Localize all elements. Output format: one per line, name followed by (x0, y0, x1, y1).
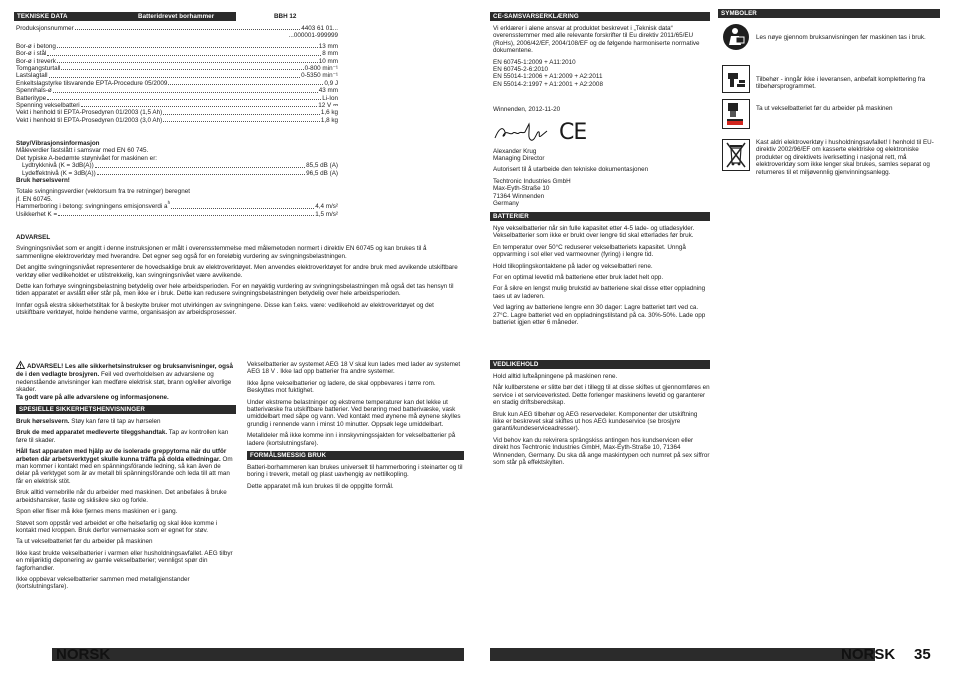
battery-paragraph: For å sikre en lengst mulig brukstid av batteriene skal disse etter oppladning taes ut av laderen. (493, 285, 706, 300)
intended-use-header: FORMÅLSMESSIG BRUK (247, 451, 464, 460)
symbols-section (718, 9, 940, 176)
read-manual-icon (722, 23, 750, 53)
safety-item-3: Håll fast apparaten med hjälp av de isolerade greppytorna när du utför arbeten där arbetsverktyget skulle kunna träffa på dolda elledningar. Om man kommer i kontakt med en spänningsförande ledning, så kan även de delar på verktyget som är av metall bli spänningsförande och leda till att man får en elektrisk stöt. (16, 448, 233, 485)
left-col-2 (247, 361, 464, 494)
battery-paragraph: Hold tilkoplingskontaktene på lader og vekselbatteri rene. (493, 262, 653, 270)
ce-company-line: 71364 Winnenden (493, 192, 545, 200)
spec-row: Enkeltslagstyrke tilsvarende EPTA-Procedure 05/2009 0,9 J (16, 79, 338, 87)
right-language-label: NORSK (841, 646, 896, 663)
intended-use-1: Batteri-borhammeren kan brukes universelt til hammerboring i steinarter og til boring i treverk, metall og plast uavhengig av nettilkopling. (247, 464, 463, 479)
general-warning: ADVARSEL! Les alle sikkerhetsinstrukser og bruksanvisninger, også de i den vedlagte brosjyren. Feil ved overholdelsen av advarslene og nedenstående anvisninger kan medføre elektrisk støt, brann og/eller alvorlige skader. Ta godt vare på alle advarslene og informasjonene. (16, 363, 234, 401)
symbol-text-1: Les nøye gjennom bruksanvisningen før maskinen tas i bruk. (756, 34, 926, 41)
vib-line-2: jf. EN 60745. (16, 195, 53, 203)
ce-company-line: Germany (493, 200, 519, 208)
noise-line-1: Måleverdier fastslått i samsvar med EN 60 745. (16, 147, 149, 155)
vib-line-1: Totale svingningsverdier (vektorsum fra tre retninger) beregnet (16, 188, 190, 196)
ce-company-address (493, 178, 710, 208)
warning-paragraphs (16, 245, 462, 316)
warning-title: ADVARSEL (16, 234, 51, 241)
model-label: BBH 12 (274, 13, 297, 20)
ce-norm: EN 60745-2-6:2010 (493, 66, 548, 74)
symbol-text-3: Ta ut vekselbatteriet før du arbeider på maskinen (756, 105, 893, 112)
vibration-row: Hammerboring i betong: svingningens emisjonsverdi a h 4,4 m/s² (16, 200, 338, 211)
spec-list (16, 43, 338, 124)
battery-note-3: Under ekstreme belastninger og ekstreme temperaturer kan det lekke ut batterivæske fra utskiftbare batterier. Ved berøring med batterivæske, vask umiddelbart med såpe og vann. Ved kontakt med øynene må øynene skylles grundig i rennende vann i minst 10 minutter. Oppsøk lege umiddelbart. (247, 398, 461, 428)
noise-section (16, 140, 338, 218)
ce-norm: EN 55014-2:1997 + A1:2001 + A2:2008 (493, 80, 603, 88)
ce-declaration: Vi erklærer i alene ansvar at produktet beskrevet i „Teknisk data“ overensstemmer med alle relevante forskrifter til Eu direktiv 2011/65/EU (RoHs), 2006/42/EF, 2004/108/EF og de følgende harmoniserte normative dokumentene. (493, 25, 700, 55)
vib-list (16, 200, 338, 218)
ce-authorized: Autorisert til å utarbeide den tekniske dokumentasjonen (493, 166, 649, 174)
maintenance-paragraph: Når kullbørstene er slitte bør det i tillegg til at disse skiftes ut gjennomføres en service i et serviceverksted. Dette forlenger maskinens levetid og garanterer en stadig driftsberedskap. (493, 384, 710, 407)
ce-company-line: Techtronic Industries GmbH (493, 177, 571, 185)
warning-paragraph: Dette kan forhøye svingningsbelastning betydelig over hele arbeidsperioden. For en nøyaktig vurdering av svingningsbelastningen må også det tas hensyn til tiden apparatet er avslått eller står på, men ikke er i bruk. Dette kan redusere svingningsbelastningen betydelig over hele arbeidsperioden. (16, 283, 454, 298)
safety-item-8: Ikke kast brukte vekselbatterier i varmen eller husholdningsavfallet. AEG tilbyr en miljøriktig deponering av gamle vekselbatterier; vennligst spør din fagforhandler. (16, 549, 233, 572)
ce-header: CE-SAMSVARSERKLÆRING (490, 12, 710, 21)
battery-note-1: Vekselbatterier av systemet AEG 18 V skal kun lades med lader av systemet AEG 18 V . Ikke lad opp batterier fra andre systemer. (247, 361, 461, 376)
serial-range: ...000001-999999 (288, 32, 338, 40)
noise-list (16, 162, 338, 177)
ce-mark-icon: CE (559, 119, 587, 145)
battery-paragraph: Nye vekselbatterier når sin fulle kapasitet etter 4-5 lade- og utladesykler. Vekselbatterier som ikke er brukt over lengre tid skal etterlades før bruk. (493, 225, 695, 240)
safety-item-7: Ta ut vekselbatteriet før du arbeider på maskinen (16, 538, 153, 546)
spec-row: Spenning vekselbatteri 12 V ⎓ (16, 102, 338, 110)
safety-item-6: Støvet som oppstår ved arbeidet er ofte helsefarlig og skal ikke komme i kontakt med kroppen. Bruk derfor vernemaske som er egnet for støv. (16, 519, 218, 534)
symbol-text-4: Kast aldri elektroverktøy i husholdningsavfallet! I henhold til EU-direktiv 2002/96/EF om kasserte elektriske og elektroniske produkter og direktivets iverksetting i nasjonal rett, må elektroverktøy som ikke lenger skal brukes, samles separat og returneres til et miljøvennlig gjenvinningsanlegg. (756, 139, 934, 176)
noise-row: Lydtrykknivå (K = 3dB(A)) 85,5 dB (A) (22, 162, 338, 170)
spec-row: Batteritype Li-Ion (16, 94, 338, 102)
warning-paragraph: Det angitte svingningsnivået representerer de hovedsaklige bruk av elektroverktøyet. Men anvendes elektroverktøyet for andre bruk med avvikende utskiftbare verktøy eller vedlikeholdet er utilstrekkelig, kan svingningsnivået være avvikende. (16, 264, 458, 279)
ce-signatory-name: Alexander Krug (493, 147, 537, 155)
spec-row: Tomgangsturtall 0-800 min⁻¹ (16, 65, 338, 73)
hearing-notice: Bruk hørselsvern! (16, 177, 70, 185)
spec-row: Spennhals-ø 43 mm (16, 87, 338, 95)
tech-specs (16, 25, 338, 124)
safety-item-5: Spon eller fliser må ikke fjernes mens maskinen er i gang. (16, 508, 178, 516)
intended-use-2: Dette apparatet må kun brukes til de oppgitte formål. (247, 482, 394, 490)
safety-header: SPESIELLE SIKKERHETSHENVISNINGER (16, 405, 236, 414)
noise-line-2: Det typiske A-bedømte støynivået for maskinen er: (16, 154, 158, 162)
maintenance-header: VEDLIKEHOLD (490, 360, 710, 369)
spec-row: Lastslagtall 0-5350 min⁻¹ (16, 72, 338, 80)
battery-header: BATTERIER (490, 212, 710, 221)
battery-note-4: Metalldeler må ikke komme inn i innskyvningssjakten for vekselbatterier på ladere (kortslutningsfare). (247, 432, 456, 447)
safety-item-2: Bruk de med apparatet medleverte tileggshandtak. Tap av kontrollen kan føre til skader. (16, 429, 229, 444)
tech-data-header (14, 12, 236, 21)
tech-data-subtitle: Batteridrevet borhammer (138, 13, 215, 20)
symbols-header: SYMBOLER (718, 9, 940, 18)
noise-row: Lydeffektnivå (K = 3dB(A)) 96,5 dB (A) (22, 169, 338, 177)
safety-item-1: Bruk hørselsvern. Støy kan føre til tap av hørselen (16, 418, 161, 426)
maintenance-paragraph: Hold alltid lufteåpningene på maskinen rene. (493, 373, 618, 380)
ce-section (490, 12, 710, 208)
battery-paragraph: En temperatur over 50°C reduserer vekselbatteriets kapasitet. Unngå oppvarming i sol eller ved varmeovner (fyring) i lengre tid. (493, 243, 686, 259)
noise-title: Støy/Vibrasjonsinformasjon (16, 140, 100, 147)
right-page (477, 0, 954, 677)
maintenance-section (490, 360, 710, 470)
battery-note-2: Ikke åpne vekselbatterier og ladere, de skal oppbevares i tørre rom. Beskyttes mot fuktighet. (247, 379, 436, 395)
spec-row: Vekt i henhold til EPTA-Prosedyren 01/2003 (3,0 Ah) 1,8 kg (16, 116, 338, 124)
left-col-1 (16, 361, 236, 595)
ce-place-date: Winnenden, 2012-11-20 (493, 106, 561, 114)
accessory-icon (722, 65, 750, 95)
right-page-number: 35 (914, 646, 931, 663)
symbol-text-2: Tilbehør - inngår ikke i leveransen, anbefalt komplettering fra tilbehørsprogrammet. (756, 76, 926, 91)
maintenance-paragraphs (490, 373, 710, 466)
warning-triangle-icon (16, 361, 25, 371)
serial-row: Produksjonsnummer 4403 61 01... (16, 25, 338, 32)
spec-row: Vekt i henhold til EPTA-Prosedyren 01/2003 (1,5 Ah) 1,6 kg (16, 109, 338, 117)
spec-row: Bor-ø i stål 8 mm (16, 50, 338, 58)
spec-row: Bor-ø i betong 13 mm (16, 42, 338, 50)
maintenance-paragraph: Bruk kun AEG tilbehør og AEG reservedeler. Komponenter der utskiftning ikke er beskrevet skal skiftes ut hos AEG kundeservice (se brosjyre garanti/kundeserviceadresser). (493, 410, 698, 433)
battery-paragraph: Ved lagring av batteriene lengre enn 30 dager: Lagre batteriet tørt ved ca. 27°C. Lagre batteriet ved en oppladningstilstand på ca. 30%-50%. Lade opp batteriet igjen etter 6 måneder. (493, 304, 706, 327)
ce-norm: EN 55014-1:2006 + A1:2009 + A2:2011 (493, 73, 603, 81)
tech-data-title: TEKNISKE DATA (17, 13, 68, 20)
maintenance-paragraph: Vid behov kan du rekvirera sprängskiss antingen hos kundservicen eller direkt hos Techtronic Industries GmbH, Max-Eyth-Straße 10, 71364 Winnenden, Germany. Du ska då ange maskintypen och numret på sex siffror som står på effektskylten. (493, 436, 710, 467)
ce-norms (493, 59, 710, 89)
remove-battery-icon (722, 99, 750, 131)
signature-icon (493, 122, 549, 144)
safety-item-4: Bruk alltid vernebrille når du arbeider med maskinen. Det anbefales å bruke arbeidshansker, faste og sklisikre sko og forkle. (16, 489, 227, 504)
warning-paragraph: Svingningsnivået som er angitt i denne instruksjonen er målt i overensstemmelse med målemetoden normert i direktiv EN 60745 og kan brukes til å sammenligne elektroverktøy med hverandre. Det egner seg også for en foreløbig vurdering av svingningsbelastningen. (16, 245, 427, 260)
battery-paragraph: For en optimal levetid må batteriene etter bruk ladet helt opp. (493, 274, 664, 282)
battery-paragraphs (490, 225, 710, 326)
crossed-bin-icon (722, 139, 750, 173)
left-language-label: NORSK (56, 646, 111, 663)
left-footer-white (16, 646, 52, 662)
ce-norm: EN 60745-1:2009 + A11:2010 (493, 58, 576, 66)
battery-section (490, 212, 710, 330)
warning-section (16, 234, 462, 321)
vibration-row: Usikkerhet K = 1,5 m/s² (16, 210, 338, 218)
ce-signatory-role: Managing Director (493, 155, 545, 163)
safety-item-9: Ikke oppbevar vekselbatterier sammen med metallgjenstander (kortslutningsfare). (16, 575, 190, 591)
ce-company-line: Max-Eyth-Straße 10 (493, 185, 550, 193)
warning-paragraph: Innfør også ekstra sikkerhetstiltak for å beskytte bruker mot utvirkingen av svingningene. Disse kan f.eks. være: vedlikehold av elektroverktøyet og det utskiftbare verktøyet, holde hendene varme, organisasjon av arbeidsprosesser. (16, 301, 434, 317)
spec-row: Bor-ø i treverk 10 mm (16, 57, 338, 65)
